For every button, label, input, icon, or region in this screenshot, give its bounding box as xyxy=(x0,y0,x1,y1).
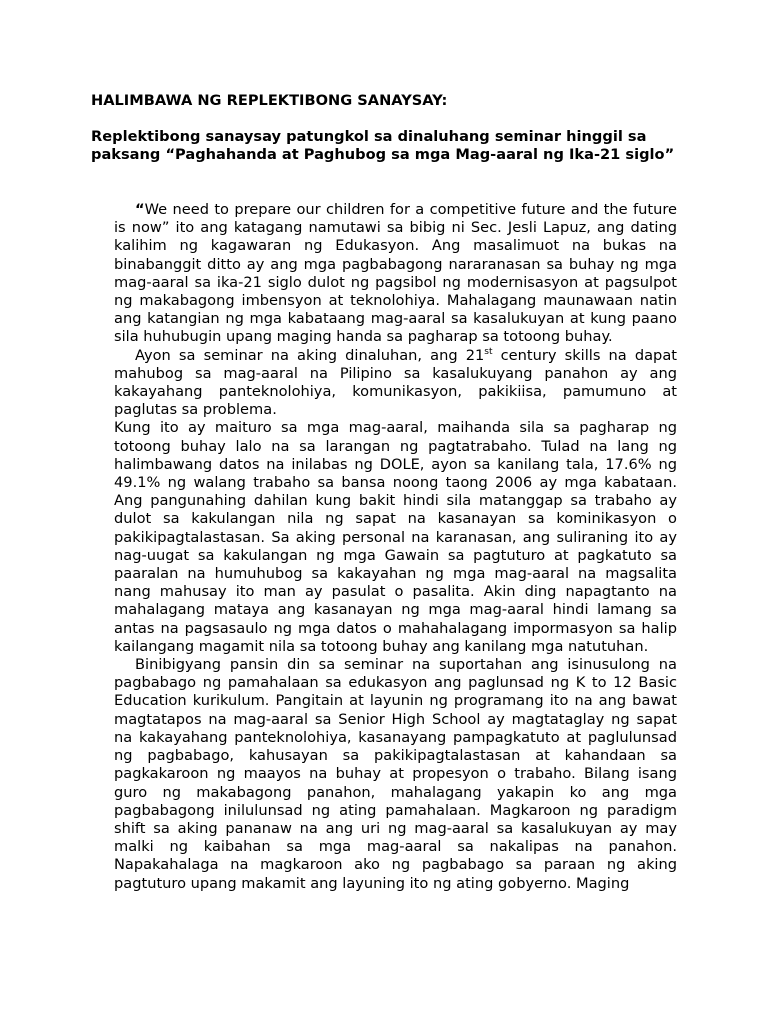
ordinal-superscript: st xyxy=(484,346,493,357)
opening-quote-mark: “ xyxy=(135,201,145,218)
paragraph-3: Kung ito ay maituro sa mga mag-aaral, maihanda sila sa pagharap ng totoong buhay lalo na sa larangan ng pagtatrabaho. Tulad na lang ng halimbawang datos na inilabas ng DOLE, ayon sa kanilang tala, 17.6% ng 49.1% ng walang trabaho sa bansa noong taong 2006 ay mga kabataan. Ang pangunahing dahilan kung bakit hindi sila matanggap sa trabaho ay dulot sa kakulangan nila ng sapat na kasanayan sa kominikasyon o pakikipagtalastasan. Sa aking personal na karanasan, ang suliraning ito ay nag-uugat sa kakulangan ng mga Gawain sa pagtuturo at pagkatuto sa paaralan na humuhubog sa kakayahan ng mga mag-aaral na magsalita nang mahusay ito man ay pasulat o pasalita. Akin ding napagtanto na mahalagang mataya ang kasanayan ng mga mag-aaral hindi lamang sa antas na pagsasaulo ng mga datos o mahahalagang impormasyon sa halip kailangang magamit nila sa totoong buhay ang kanilang mga natutuhan. xyxy=(114,419,677,655)
document-subtitle: Replektibong sanaysay patungkol sa dinaluhang seminar hinggil sa paksang “Paghahanda at Paghubog sa mga Mag-aaral ng Ika-21 siglo” xyxy=(91,128,675,164)
paragraph-2-text-before: Ayon sa seminar na aking dinaluhan, ang 21 xyxy=(135,346,485,364)
paragraph-4: Binibigyang pansin din sa seminar na suportahan ang isinusulong na pagbabago ng pamahalaan sa edukasyon ang paglunsad ng K to 12 Basic Education kurikulum. Pangitain at layunin ng programang ito na ang bawat magtatapos na mag-aaral sa Senior High School ay magtataglay ng sapat na kakayahang panteknolohiya, kasanayang pampagkatuto at paglulunsad ng pagbabago, kahusayan sa pakikipagtalastasan at kahandaan sa pagkakaroon ng maayos na buhay at propesyon o trabaho. Bilang isang guro ng makabagong panahon, mahalagang yakapin ko ang mga pagbabagong inilulunsad ng ating pamahalaan. Magkaroon ng paradigm shift sa aking pananaw na ang uri ng mag-aaral sa kasalukuyan ay may malki ng kaibahan sa mga mag-aaral sa nakalipas na panahon. Napakahalaga na magkaroon ako ng pagbabago sa paraan ng aking pagtuturo upang makamit ang layuning ito ng ating gobyerno. Maging xyxy=(114,656,677,892)
essay-body xyxy=(114,201,677,893)
paragraph-2-text-after: century skills na dapat mahubog sa mag-aaral na Pilipino sa kasalukuyang panahon ay ang kakayahang panteknolohiya, komunikasyon, pakikiisa, pamumuno at paglutas sa problema. xyxy=(114,346,677,419)
document-heading: HALIMBAWA NG REPLEKTIBONG SANAYSAY: xyxy=(91,92,448,109)
paragraph-1-text: We need to prepare our children for a competitive future and the future is now” ito ang katagang namutawi sa bibig ni Sec. Jesli Lapuz, ang dating kalihim ng kagawaran ng Edukasyon. Ang masalimuot na bukas na binabanggit ditto ay ang mga pagbabagong nararanasan sa buhay ng mga mag-aaral sa ika-21 siglo dulot ng pagsibol ng modernisasyon at pagsulpot ng makabagong imbensyon at teknolohiya. Mahalagang maunawaan natin ang katangian ng mga kabataang mag-aaral sa kasalukuyan at kung paano sila huhubugin upang maging handa sa pagharap sa totoong buhay. xyxy=(114,201,677,346)
paragraph-1 xyxy=(114,201,677,347)
paragraph-2 xyxy=(114,347,677,420)
